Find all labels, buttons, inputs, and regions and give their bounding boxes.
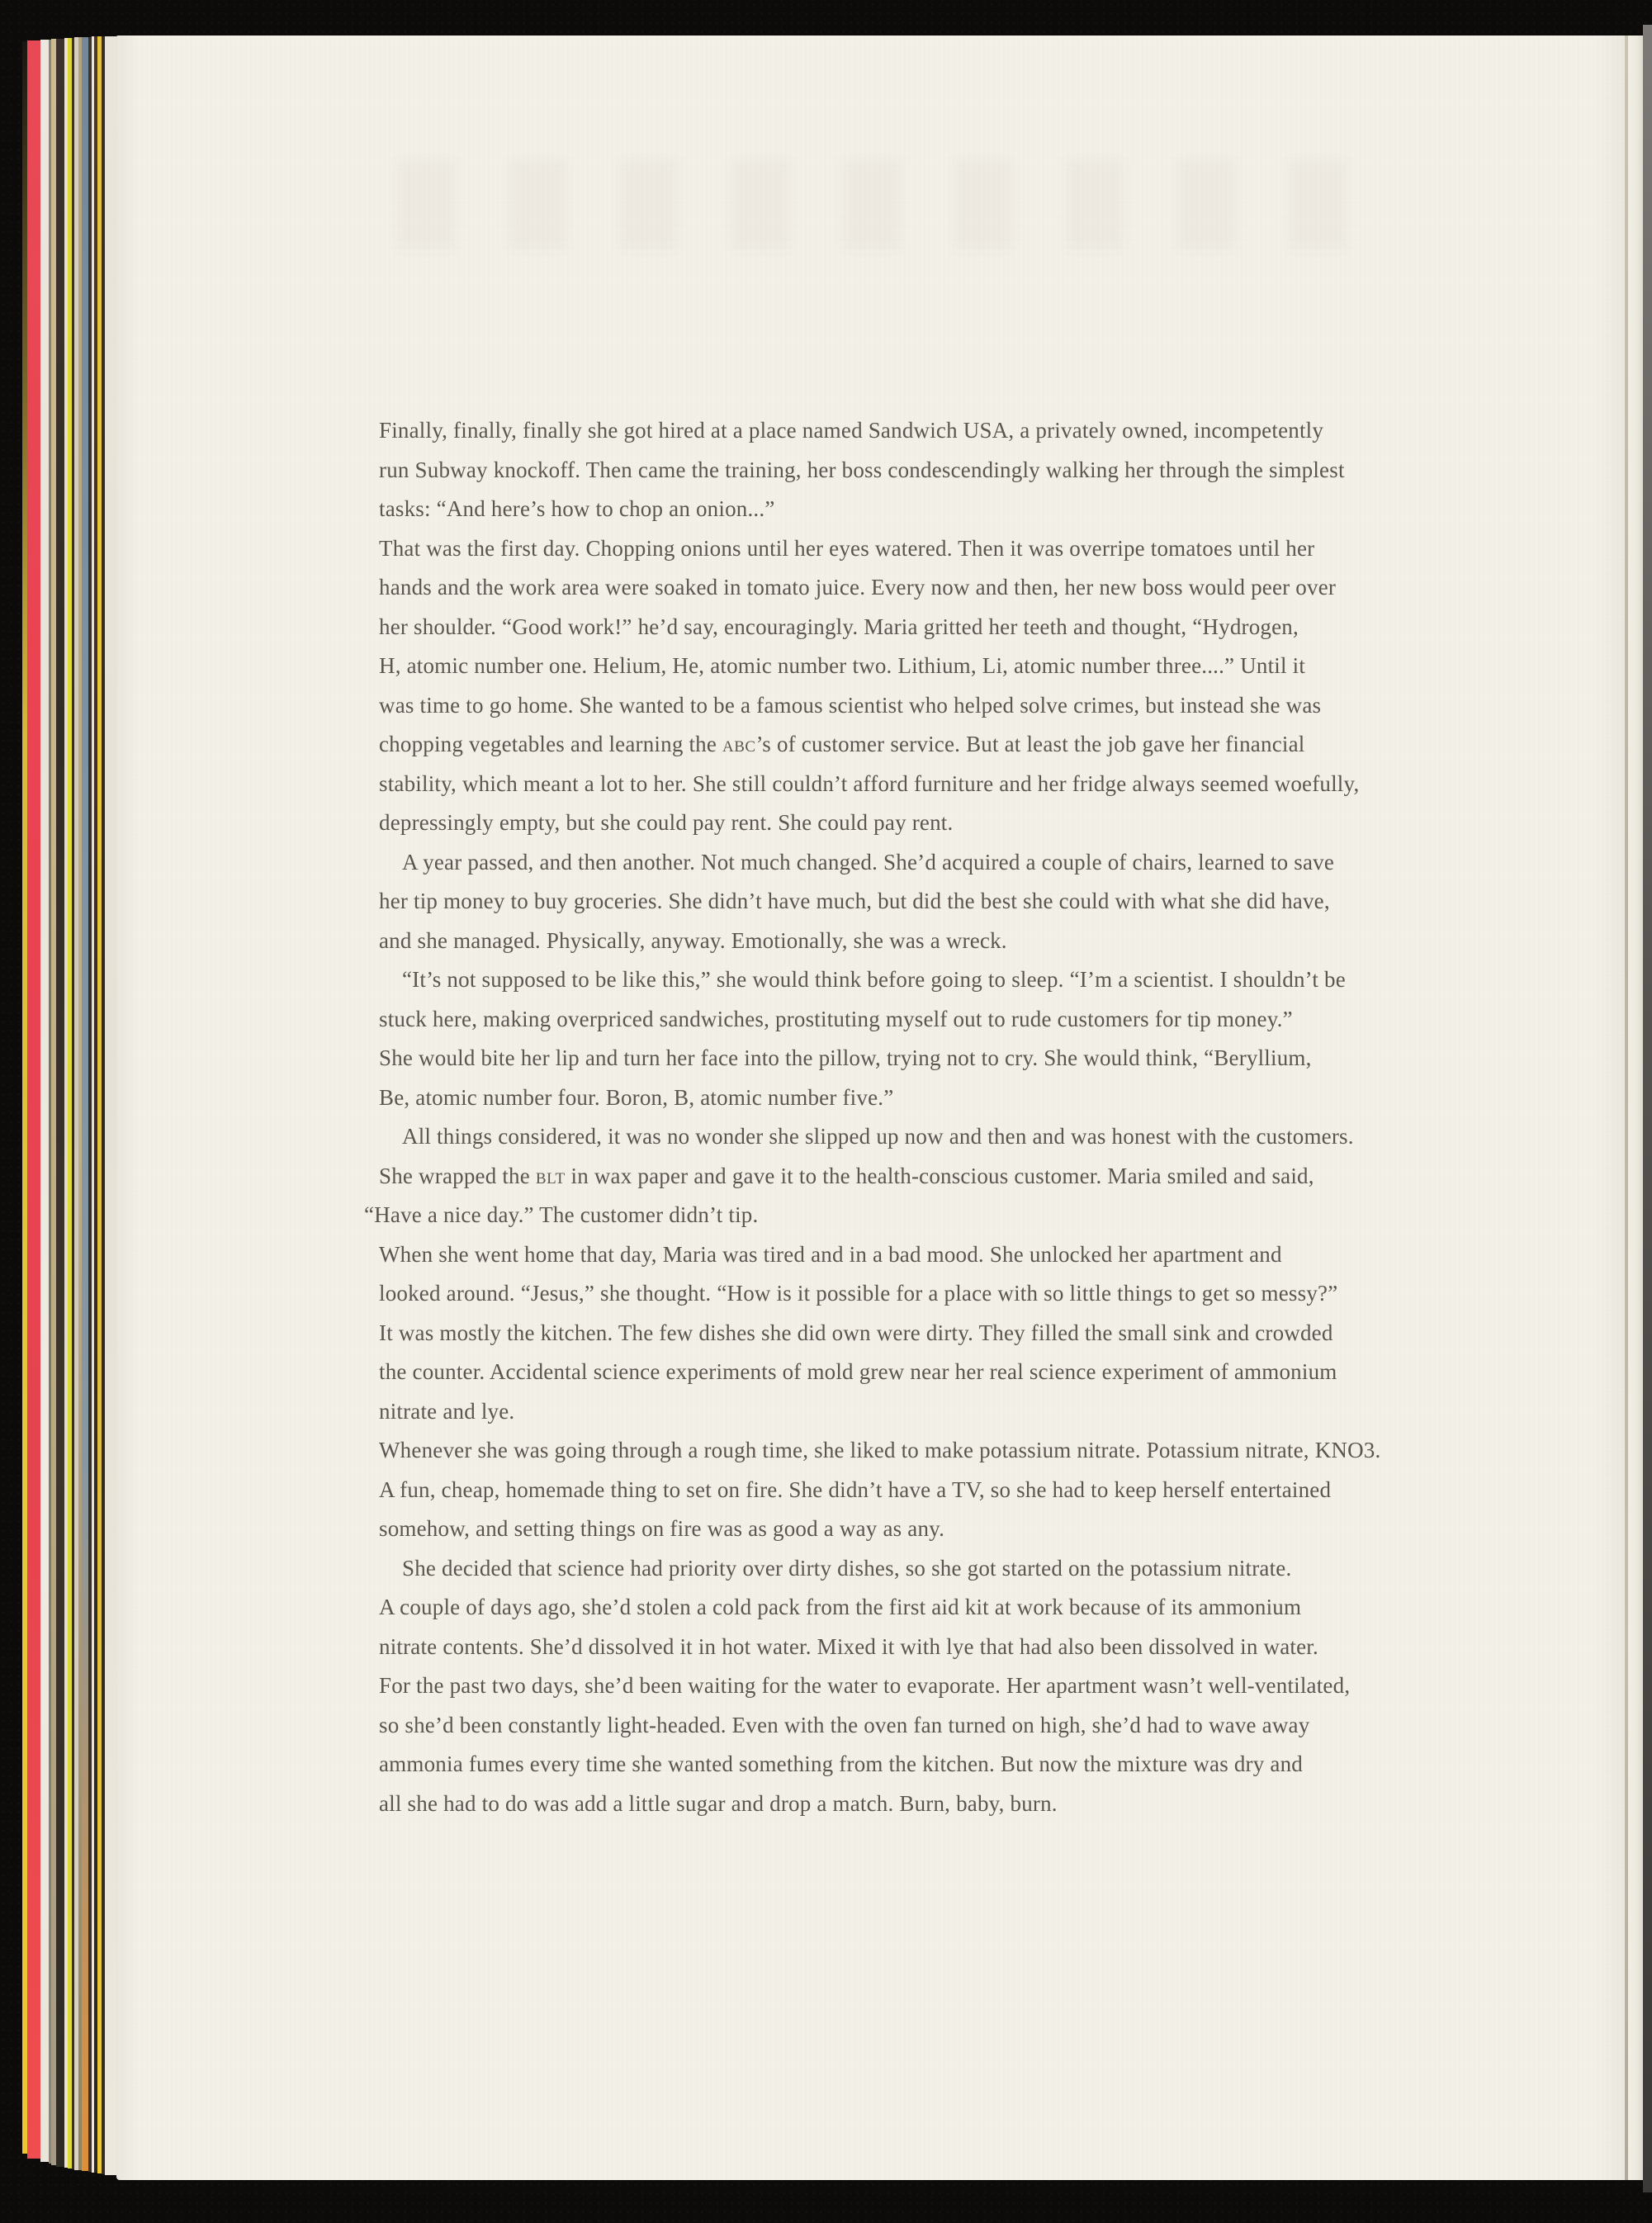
text-line: all she had to do was add a little sugar and drop a match. Burn, baby, burn. — [379, 1790, 1058, 1816]
text-line: hands and the work area were soaked in tomato juice. Every now and then, her new boss would peer over — [379, 575, 1337, 600]
cover-edge-right — [1643, 25, 1652, 2192]
page-edge-stripe — [82, 37, 88, 2171]
book-page — [116, 36, 1643, 2180]
text-line: It was mostly the kitchen. The few dishes she did own were dirty. They filled the small sink and crowded — [379, 1320, 1333, 1345]
paragraph — [379, 1549, 1551, 1824]
text-line: She decided that science had priority over dirty dishes, so she got started on the potassium nitrate. — [402, 1555, 1292, 1581]
page-edge-stripe — [27, 40, 40, 2159]
small-caps-text: abc — [722, 732, 756, 756]
text-line: “It’s not supposed to be like this,” she would think before going to sleep. “I’m a scientist. I shouldn’t be — [402, 967, 1346, 992]
text-line: nitrate and lye. — [379, 1398, 515, 1424]
text-line: That was the first day. Chopping onions until her eyes watered. Then it was overripe tomatoes until her — [379, 535, 1315, 561]
text-line: stuck here, making overpriced sandwiches, prostituting myself out to rude customers for tip money.” — [379, 1006, 1293, 1031]
text-line: Finally, finally, finally she got hired at a place named Sandwich USA, a privately owned, incompetently — [379, 418, 1324, 443]
text-line: the counter. Accidental science experiments of mold grew near her real science experiment of ammonium — [379, 1359, 1337, 1384]
text-block — [364, 411, 1551, 1823]
page-edge-stripe — [40, 40, 49, 2162]
page-edge-stripes — [22, 36, 118, 2175]
text-line: All things considered, it was no wonder she slipped up now and then and was honest with the customers. — [402, 1124, 1354, 1149]
paragraph — [379, 411, 1551, 529]
text-line: A fun, cheap, homemade thing to set on fire. She didn’t have a TV, so she had to keep herself entertained — [379, 1476, 1332, 1502]
text-line: tasks: “And here’s how to chop an onion...” — [379, 496, 775, 521]
text-line: looked around. “Jesus,” she thought. “How is it possible for a place with so little things to get so messy?” — [379, 1281, 1338, 1306]
text-line: For the past two days, she’d been waiting for the water to evaporate. Her apartment wasn’t well-ventilated, — [379, 1673, 1351, 1698]
text-line: chopping vegetables and learning the abc’s of customer service. But at least the job gave her financial — [379, 732, 1305, 756]
paragraph — [379, 843, 1551, 961]
text-line: She wrapped the blt in wax paper and gave it to the health-conscious customer. Maria smiled and said, — [379, 1163, 1314, 1188]
page-edge-stripe — [56, 39, 64, 2167]
text-line: When she went home that day, Maria was tired and in a bad mood. She unlocked her apartment and — [379, 1241, 1282, 1267]
text-line: depressingly empty, but she could pay rent. She could pay rent. — [379, 810, 954, 835]
page-edge-right — [1628, 36, 1643, 2180]
text-line: stability, which meant a lot to her. She still couldn’t afford furniture and her fridge always seemed woefully, — [379, 770, 1360, 796]
text-line: “Have a nice day.” The customer didn’t tip. — [364, 1202, 759, 1227]
text-line: somehow, and setting things on fire was as good a way as any. — [379, 1516, 945, 1541]
paragraph — [364, 1117, 1551, 1235]
page-edge-stripe — [105, 36, 116, 2175]
paragraph — [379, 1431, 1551, 1549]
text-line: Be, atomic number four. Boron, B, atomic number five.” — [379, 1084, 894, 1110]
text-line: A couple of days ago, she’d stolen a cold pack from the first aid kit at work because of its ammonium — [379, 1595, 1302, 1619]
paragraph — [379, 1235, 1551, 1432]
text-line: and she managed. Physically, anyway. Emotionally, she was a wreck. — [379, 927, 1007, 953]
text-line: run Subway knockoff. Then came the training, her boss condescendingly walking her through the simplest — [379, 457, 1345, 482]
paragraph — [379, 960, 1551, 1117]
text-line: so she’d been constantly light-headed. Even with the oven fan turned on high, she’d had to wave away — [379, 1712, 1310, 1737]
text-line: Whenever she was going through a rough time, she liked to make potassium nitrate. Potassium nitrate, KNO3. — [379, 1438, 1381, 1462]
text-line: ammonia fumes every time she wanted something from the kitchen. But now the mixture was dry and — [379, 1751, 1303, 1776]
text-line: H, atomic number one. Helium, He, atomic number two. Lithium, Li, atomic number three....” Until it — [379, 653, 1306, 678]
small-caps-text: blt — [535, 1163, 566, 1188]
ghost-bleed-through — [397, 159, 1371, 250]
text-line: A year passed, and then another. Not much changed. She’d acquired a couple of chairs, learned to save — [402, 849, 1335, 875]
text-line: was time to go home. She wanted to be a famous scientist who helped solve crimes, but instead she was — [379, 692, 1322, 718]
text-line: her tip money to buy groceries. She didn’t have much, but did the best she could with what she did have, — [379, 889, 1330, 913]
paragraph — [379, 529, 1551, 843]
text-line: nitrate contents. She’d dissolved it in hot water. Mixed it with lye that had also been dissolved in water. — [379, 1633, 1318, 1659]
text-line: her shoulder. “Good work!” he’d say, encouragingly. Maria gritted her teeth and thought, “Hydrogen, — [379, 614, 1299, 639]
text-line: She would bite her lip and turn her face into the pillow, trying not to cry. She would think, “Beryllium, — [379, 1045, 1312, 1070]
